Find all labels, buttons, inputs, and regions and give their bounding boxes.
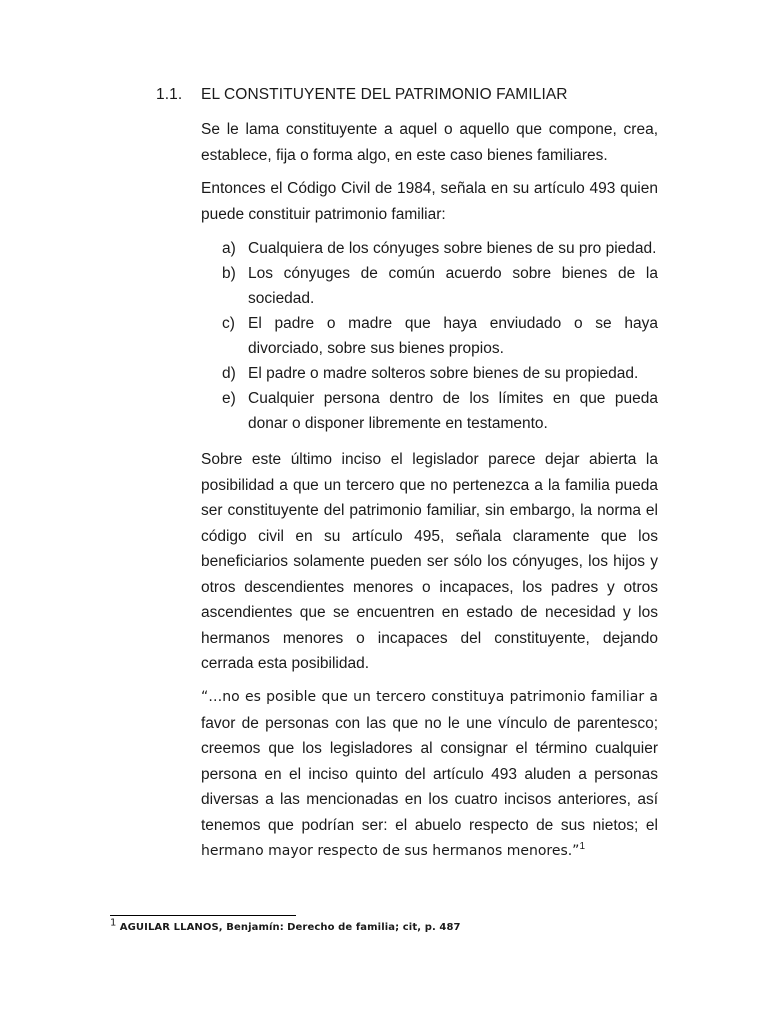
quote-body: favor de personas con las que no le une vínculo de parentesco; creemos que los legisladores al consignar el término cualquier persona en el inciso quinto del artículo 493 aluden a personas diversas a las mencionadas en los cuatro incisos anteriores, así tenemos que podrían ser: el abuelo respecto de sus nietos; el (201, 714, 658, 834)
footnote-author: AGUILAR LLANOS, Benjamín: (119, 922, 284, 933)
paragraph-analysis: Sobre este último inciso el legislador parece dejar abierta la posibilidad a que un tercero que no pertenezca a la familia pueda ser constituyente del patrimonio familiar, sin embargo, la norma el código civil en su artículo 495, señala claramente que los beneficiarios solamente pueden ser sólo los cónyuges, los hijos y otros descendientes menores o incapaces, los padres y otros ascendientes que se encuentren en estado de necesidad y los hermanos menores o incapaces del constituyente, dejando cerrada esta posibilidad. (201, 451, 658, 672)
list-item (222, 236, 658, 261)
footnote-separator (110, 915, 296, 916)
section-title: EL CONSTITUYENTE DEL PATRIMONIO FAMILIAR (201, 86, 568, 103)
footnote-source: Derecho de familia; cit, p. 487 (287, 922, 461, 933)
footnote-reference[interactable]: 1 (579, 840, 585, 852)
list-item-text: Los cónyuges de común acuerdo sobre bienes de la sociedad. (248, 265, 658, 307)
list-item-text: Cualquier persona dentro de los límites en que pueda donar o disponer libremente en testamento. (248, 390, 658, 432)
paragraph-definition: Se le lama constituyente a aquel o aquello que compone, crea, establece, fija o forma algo, en este caso bienes familiares. (201, 121, 658, 164)
list-item-text: El padre o madre que haya enviudado o se haya divorciado, sobre sus bienes propios. (248, 315, 658, 357)
list-marker: c) (222, 315, 235, 332)
list-marker: b) (222, 265, 236, 282)
list-marker: e) (222, 390, 236, 407)
list-item (222, 361, 658, 386)
quote-closing: hermano mayor respecto de sus hermanos menores.” (201, 843, 580, 859)
paragraph-codigo-civil: Entonces el Código Civil de 1984, señala en su artículo 493 quien puede constituir patrimonio familiar: (201, 180, 658, 223)
list-item-text: El padre o madre solteros sobre bienes de su propiedad. (248, 365, 639, 382)
quote-opening: “…no es posible que un tercero constituya patrimonio familiar a (201, 689, 658, 705)
footnote (110, 917, 670, 936)
constituyentes-list (222, 236, 658, 436)
list-item (222, 261, 658, 311)
list-item (222, 311, 658, 361)
list-marker: a) (222, 240, 236, 257)
list-item-text: Cualquiera de los cónyuges sobre bienes de su pro piedad. (248, 240, 657, 257)
list-item (222, 386, 658, 436)
footnote-number: 1 (110, 917, 117, 929)
list-marker: d) (222, 365, 236, 382)
block-quote (201, 684, 658, 865)
section-heading (156, 84, 676, 106)
section-number: 1.1. (156, 86, 183, 103)
